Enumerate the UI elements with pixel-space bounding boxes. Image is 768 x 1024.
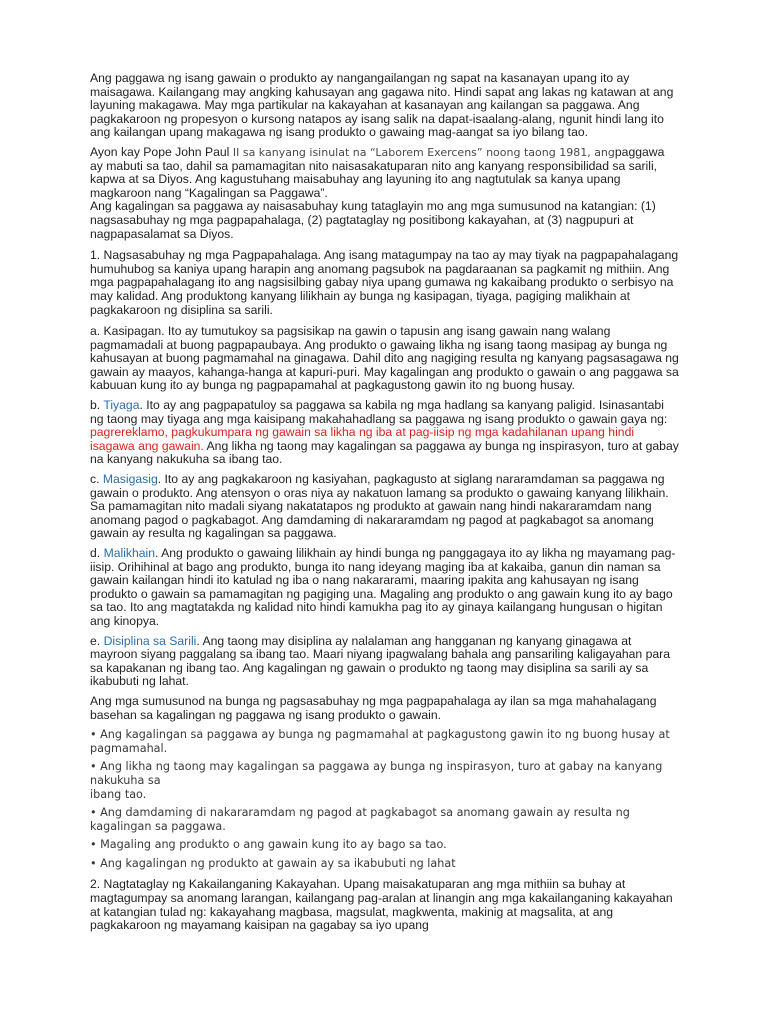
item-a-kasipagan: a. Kasipagan. Ito ay tumutukoy sa pagsisikap na gawin o tapusin ang isang gawain nang walang pagmamadali at buong pagpapaubaya. Ang produkto o gawaing likha ng isang taong masipag ay bunga ng kahusayan at buong pagmamahal na ginagawa. Dahil dito ang nagiging resulta ng kanyang pagsasagawa ng gawain ay maayos, kahanga-hanga at kapuri-puri. May kagalingan ang produkto o gawain o ang paggawa sa kabuuan kung ito ay bunga ng pagpapamahal at pagkagustong gawin ito ng buong husay. <box>90 324 679 393</box>
intro-paragraph-3: Ang kagalingan sa paggawa ay naisasabuhay kung tataglayin mo ang mga sumusunod na katangian: (1) nagsasabuhay ng mga pagpapahalaga, (2) pagtataglay ng positibong kakayahan, at (3) nagpupuri at nagpapasalamat sa Diyos. <box>90 199 656 241</box>
item-b-text-2: Ang likha ng taong may kagalingan sa paggawa ay bunga ng inspirasyon, turo at gabay na kanyang nakukuha sa ibang tao. <box>90 438 679 467</box>
item-d-prefix: d. <box>90 546 104 560</box>
summary-bullet: • Ang kagalingan ng produkto at gawain ay sa ikabubuti ng lahat <box>90 856 456 870</box>
item-e-term: Disiplina sa Sarili <box>103 633 197 648</box>
item-b-tiyaga <box>90 399 680 467</box>
item-b-prefix: b. <box>90 398 104 413</box>
item-d-term: Malikhain <box>103 546 156 560</box>
item-c-masigasig <box>90 473 680 541</box>
section-2-paragraph: 2. Nagtataglay ng Kakailanganing Kakayahan. Upang maisakatuparan ang mga mithiin sa buhay at magtagumpay sa anomang larangan, kailangang pag-aralan at linangin ang mga kakailanganing kakayahan at katangian tulad ng: kakayahang magbasa, magsulat, magkwenta, makinig at magsalita, at ang pagkakaroon ng mayamang kaisipan na gagabay sa iyo upang <box>90 877 673 933</box>
item-b-term: Tiyaga <box>103 398 140 413</box>
item-b-highlight: pagrereklamo, pagkukumpara ng gawain sa likha ng iba at pag-iisip ng mga kadahilanan upang hindi isagawa ang gawain. <box>90 425 635 453</box>
intro-p2-body: paggawa ay mabuti sa tao, dahil sa pamamagitan nito naisasakatuparan nito ang kanyang responsibilidad sa sarili, kapwa at sa Diyos. Ang kagustuhang maisabuhay ang layuning ito ang nagtutulak sa kanya upang magkaroon nang “Kagalingan sa Paggawa”. <box>90 144 665 200</box>
summary-bullet: • Ang damdaming di nakararamdam ng pagod at pagkabagot sa anomang gawain ay resulta ng kagalingan sa paggawa. <box>90 806 630 833</box>
item-e-text: . Ang taong may disiplina ay nalalaman ang hangganan ng kanyang ginagawa at mayroon siyang paggalang sa ibang tao. Maari niyang ipagwalang bahala ang pansariling kaligayahan para sa kapakanan ng ibang tao. Ang kagalingan ng gawain o produkto ng taong may disiplina sa sarili ay sa ikabubuti ng lahat. <box>90 633 670 689</box>
item-b-text-1: . Ito ay ang pagpapatuloy sa paggawa sa kabila ng mga hadlang sa kanyang paligid. Isinasantabi ng taong may tiyaga ang mga kaisipang makahahadlang sa paggawa ng isang produkto o gawain gaya ng: <box>90 398 668 426</box>
intro-paragraph-2 <box>90 146 680 200</box>
item-c-text: . Ito ay ang pagkakaroon ng kasiyahan, pagkagusto at siglang nararamdaman sa paggawa ng gawain o produkto. Ang atensyon o oras niya ay nakatuon lamang sa produkto o gawaing kanyang lilikhain. Sa pamamagitan nito madali siyang nakatatapos ng produkto at gawain nang hindi nakararamdam nang anomang pagod o pagkabagot. Ang damdaming di nakararamdam ng pagod at pagkabagot sa anomang gawain ay resulta ng kagalingan sa paggawa. <box>90 472 669 541</box>
item-d-malikhain <box>90 547 680 629</box>
document-page <box>90 72 680 939</box>
item-e-disiplina <box>90 635 680 689</box>
summary-bullet: • Ang kagalingan sa paggawa ay bunga ng pagmamahal at pagkagustong gawin ito ng buong husay at pagmamahal. <box>90 728 670 755</box>
item-d-text: . Ang produkto o gawaing lilikhain ay hindi bunga ng panggagaya ito ay likha ng mayamang pag-iisip. Orihihinal at bago ang produkto, bunga ito nang ideyang maging iba at kakaiba, ganun din naman sa gawain kailangan hindi ito katulad ng iba o nang nakararami, maaring ipakita ang kahusayan ng isang produkto o gawain sa pamamagitan ng pagiging una. Magaling ang produkto o ang gawain kung ito ay bago sa tao. Ito ang magtatakda ng kalidad nito hindi kamukha pag ito ay ginaya kailangang hungusan o higitan ang kinopya. <box>90 546 676 628</box>
section-1-paragraph: 1. Nagsasabuhay ng mga Pagpapahalaga. Ang isang matagumpay na tao ay may tiyak na pagpapahalagang humuhubog sa kaniya upang harapin ang anomang pagsubok na pagdaraanan sa pagkamit ng mithiin. Ang mga pagpapahalagang ito ang nagsisilbing gabay niya upang gumawa ng kakaibang produkto o serbisyo na may kalidad. Ang produktong kanyang lilikhain ay bunga ng kasipagan, tiyaga, pagiging malikhain at pagkakaroon ng disiplina sa sarili. <box>90 248 679 317</box>
summary-intro: Ang mga sumusunod na bunga ng pagsasabuhay ng mga pagpapahalaga ay ilan sa mga mahahalagang basehan sa kagalingan ng paggawa ng isang produkto o gawain. <box>90 693 657 722</box>
item-c-prefix: c. <box>90 472 103 487</box>
summary-bullet-continuation: ibang tao. <box>90 787 147 801</box>
intro-p2-lead: Ayon kay Pope John Paul <box>90 144 230 159</box>
intro-p2-citation: II sa kanyang isinulat na “Laborem Exercens” noong taong 1981, ang <box>229 145 615 159</box>
item-e-prefix: e. <box>90 633 104 648</box>
summary-bullet: • Magaling ang produkto o ang gawain kung ito ay bago sa tao. <box>90 838 447 852</box>
item-c-term: Masigasig <box>102 472 158 487</box>
intro-paragraph-1: Ang paggawa ng isang gawain o produkto ay nangangailangan ng sapat na kasanayan upang ito ay maisagawa. Kailangang may angking kahusayan ang gagawa nito. Hindi sapat ang lakas ng katawan at ang layuning makagawa. May mga partikular na kakayahan at kasanayan ang kailangan sa paggawa. Ang pagkakaroon ng propesyon o kursong natapos ay isang salik na dapat-isaalang-alang, ngunit hindi lang ito ang kailangan upang makagawa ng isang produkto o gawaing mag-aangat sa iyo bilang tao. <box>90 71 674 140</box>
summary-bullet: • Ang likha ng taong may kagalingan sa paggawa ay bunga ng inspirasyon, turo at gabay na kanyang nakukuha sa <box>90 760 663 787</box>
